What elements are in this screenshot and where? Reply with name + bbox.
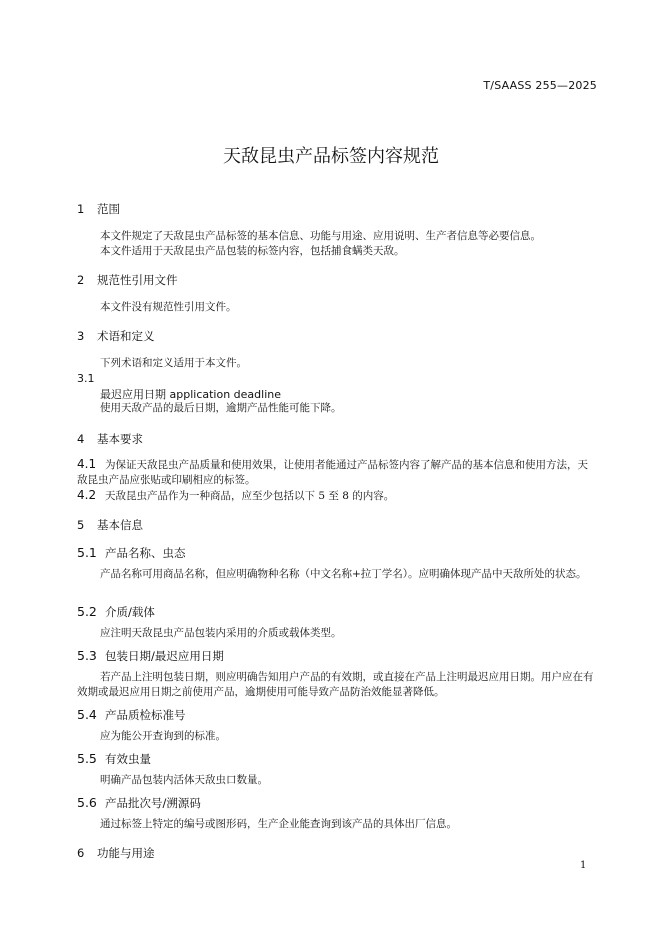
clause-title: 产品质检标准号 <box>105 708 186 722</box>
clause-5-6-heading <box>77 795 201 811</box>
clause-number: 5.5 <box>77 751 97 766</box>
section-title: 规范性引用文件 <box>97 273 178 287</box>
clause-5-6-text: 通过标签上特定的编号或图形码，生产企业能查询到该产品的具体出厂信息。 <box>100 818 457 830</box>
document-title: 天敌昆虫产品标签内容规范 <box>223 146 439 167</box>
clause-5-2-heading <box>77 604 155 620</box>
section-title: 功能与用途 <box>97 846 155 860</box>
clause-5-2-text: 应注明天敌昆虫产品包装内采用的介质或载体类型。 <box>100 627 342 639</box>
section-3-paragraph-1: 下列术语和定义适用于本文件。 <box>100 357 247 369</box>
clause-5-4-heading <box>77 707 186 723</box>
section-1-paragraph-2: 本文件适用于天敌昆虫产品包装的标签内容，包括捕食螨类天敌。 <box>100 245 405 257</box>
clause-number: 5.6 <box>77 795 97 810</box>
section-3-heading <box>77 328 155 344</box>
clause-title: 有效虫量 <box>105 752 151 766</box>
clause-number: 5.3 <box>77 648 97 663</box>
section-5-heading <box>77 517 143 533</box>
clause-number: 5.2 <box>77 604 97 619</box>
section-title: 基本要求 <box>97 432 143 446</box>
clause-4-1 <box>77 457 597 488</box>
section-number: 2 <box>77 273 85 287</box>
clause-number: 5.1 <box>77 545 97 560</box>
section-1-paragraph-1: 本文件规定了天敌昆虫产品标签的基本信息、功能与用途、应用说明、生产者信息等必要信息。 <box>100 230 541 242</box>
term-definition: 使用天敌产品的最后日期，逾期产品性能可能下降。 <box>100 402 342 414</box>
clause-5-4-text: 应为能公开查询到的标准。 <box>100 730 226 742</box>
clause-title: 包装日期/最迟应用日期 <box>105 649 224 663</box>
term-number: 3.1 <box>77 372 95 385</box>
section-title: 范围 <box>97 202 120 216</box>
clause-title: 产品批次号/溯源码 <box>105 796 201 810</box>
term-name: 最迟应用日期 application deadline <box>100 388 281 401</box>
section-6-heading <box>77 845 155 861</box>
page-number: 1 <box>580 860 587 871</box>
clause-5-5-heading <box>77 751 151 767</box>
section-2-paragraph-1: 本文件没有规范性引用文件。 <box>100 301 237 313</box>
clause-5-1-heading <box>77 545 186 561</box>
clause-title: 介质/载体 <box>105 605 155 619</box>
clause-5-1-text: 产品名称可用商品名称，但应明确物种名称（中文名称+拉丁学名）。应明确体现产品中天敌所处的状态。 <box>100 568 587 580</box>
section-1-heading <box>77 201 120 217</box>
section-number: 1 <box>77 202 85 216</box>
section-number: 3 <box>77 329 85 343</box>
section-number: 5 <box>77 518 85 532</box>
section-number: 4 <box>77 432 85 446</box>
section-4-heading <box>77 431 143 447</box>
clause-number: 5.4 <box>77 707 97 722</box>
clause-title: 产品名称、虫态 <box>105 546 186 560</box>
clause-5-3-heading <box>77 648 224 664</box>
clause-5-5-text: 明确产品包装内活体天敌虫口数量。 <box>100 774 268 786</box>
clause-number: 4.2 <box>77 488 97 502</box>
clause-4-2 <box>77 488 394 504</box>
section-title: 术语和定义 <box>97 329 155 343</box>
clause-text: 天敌昆虫产品作为一种商品，应至少包括以下 5 至 8 的内容。 <box>105 490 395 502</box>
section-title: 基本信息 <box>97 518 143 532</box>
section-2-heading <box>77 272 178 288</box>
standard-code: T/SAASS 255—2025 <box>483 79 597 92</box>
clause-text: 为保证天敌昆虫产品质量和使用效果，让使用者能通过产品标签内容了解产品的基本信息和使用方法，天敌昆虫产品应张贴或印刷相应的标签。 <box>77 459 588 486</box>
clause-5-3-text: 若产品上注明包装日期，则应明确告知用户产品的有效期，或直接在产品上注明最迟应用日期。用户应在有效期或最迟应用日期之前使用产品，逾期使用可能导致产品防治效能显著降低。 <box>77 671 594 698</box>
clause-number: 4.1 <box>77 457 97 471</box>
section-number: 6 <box>77 846 85 860</box>
